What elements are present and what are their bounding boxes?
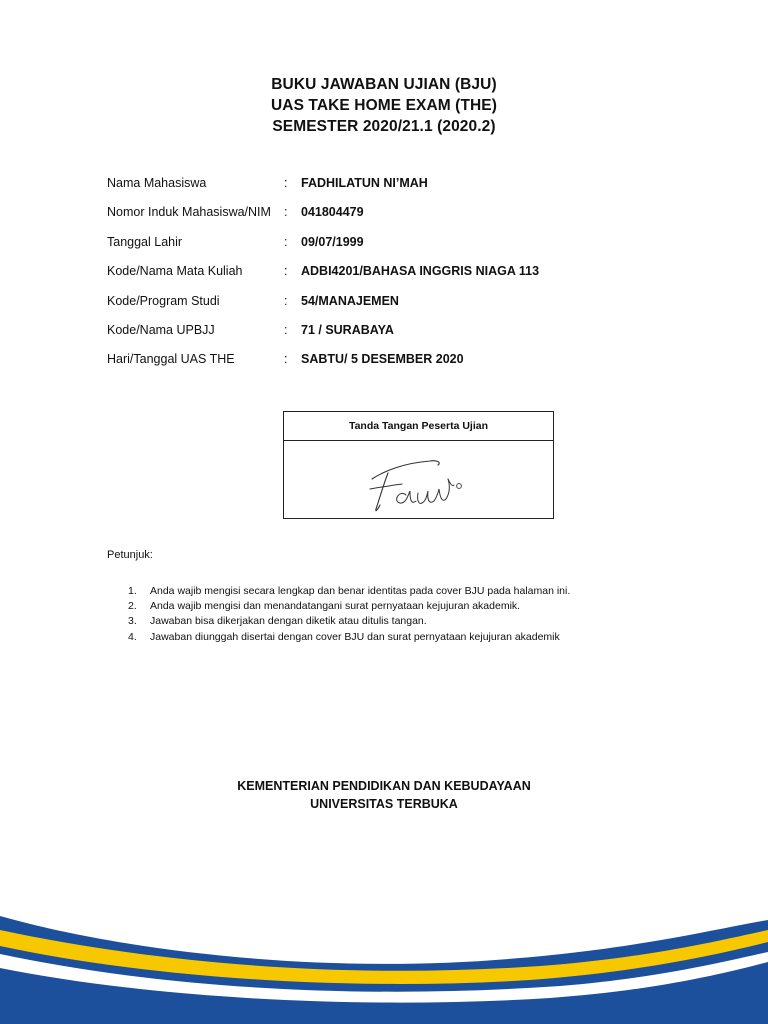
identity-row-birthdate <box>107 232 667 261</box>
identity-row-nim <box>107 202 667 231</box>
identity-table <box>107 173 667 379</box>
instruction-item <box>128 584 688 599</box>
wave-blue-band <box>0 916 768 1024</box>
title-line-1: BUKU JAWABAN UJIAN (BJU) <box>271 76 497 93</box>
ministry-name: KEMENTERIAN PENDIDIKAN DAN KEBUDAYAAN <box>237 779 531 793</box>
identity-label: Tanggal Lahir <box>107 234 183 249</box>
identity-row-upbjj <box>107 320 667 349</box>
identity-colon: : <box>284 293 288 308</box>
identity-label: Kode/Program Studi <box>107 293 220 308</box>
decorative-wave <box>0 900 768 1024</box>
identity-row-program <box>107 291 667 320</box>
signature-drawing <box>364 449 484 515</box>
identity-label: Kode/Nama UPBJJ <box>107 322 215 337</box>
identity-colon: : <box>284 234 288 249</box>
title-line-3: SEMESTER 2020/21.1 (2020.2) <box>272 118 496 135</box>
identity-label: Nomor Induk Mahasiswa/NIM <box>107 205 271 220</box>
document-title <box>0 74 768 137</box>
instruction-number: 1. <box>128 585 137 597</box>
university-name: UNIVERSITAS TERBUKA <box>310 797 458 811</box>
signature-header: Tanda Tangan Peserta Ujian <box>284 412 553 441</box>
identity-colon: : <box>284 176 288 190</box>
identity-value: SABTU/ 5 DESEMBER 2020 <box>301 352 464 367</box>
identity-value: ADBI4201/BAHASA INGGRIS NIAGA 113 <box>301 264 540 279</box>
identity-value: 71 / SURABAYA <box>301 322 394 337</box>
identity-value: FADHILATUN NI’MAH <box>301 176 428 190</box>
signature-area <box>284 441 553 518</box>
instruction-item <box>128 599 688 614</box>
identity-colon: : <box>284 352 288 367</box>
identity-row-course <box>107 261 667 290</box>
identity-value: 09/07/1999 <box>301 234 364 249</box>
instruction-number: 4. <box>128 630 137 643</box>
signature-handwriting-text <box>284 441 285 442</box>
instruction-text: Jawaban diunggah disertai dengan cover BJU dan surat pernyataan kejujuran akademik <box>150 630 560 643</box>
identity-label: Kode/Nama Mata Kuliah <box>107 264 243 279</box>
instruction-text: Jawaban bisa dikerjakan dengan diketik atau ditulis tangan. <box>150 615 427 628</box>
instruction-number: 3. <box>128 615 137 628</box>
identity-row-exam-date <box>107 349 667 378</box>
instructions-title: Petunjuk: <box>107 549 153 561</box>
instructions-list <box>128 584 688 645</box>
identity-label: Nama Mahasiswa <box>107 176 207 190</box>
identity-colon: : <box>284 322 288 337</box>
instruction-text: Anda wajib mengisi secara lengkap dan benar identitas pada cover BJU pada halaman ini. <box>150 585 571 597</box>
instruction-number: 2. <box>128 600 137 613</box>
identity-label: Hari/Tanggal UAS THE <box>107 352 235 367</box>
instruction-item <box>128 630 688 645</box>
signature-box <box>283 411 554 519</box>
identity-value: 041804479 <box>301 205 364 220</box>
title-line-2: UAS TAKE HOME EXAM (THE) <box>271 97 497 114</box>
identity-row-name <box>107 173 667 202</box>
instruction-text: Anda wajib mengisi dan menandatangani surat pernyataan kejujuran akademik. <box>150 600 521 613</box>
institution-footer <box>0 777 768 813</box>
identity-colon: : <box>284 205 288 220</box>
identity-value: 54/MANAJEMEN <box>301 293 399 308</box>
instruction-item <box>128 614 688 629</box>
identity-colon: : <box>284 264 288 279</box>
